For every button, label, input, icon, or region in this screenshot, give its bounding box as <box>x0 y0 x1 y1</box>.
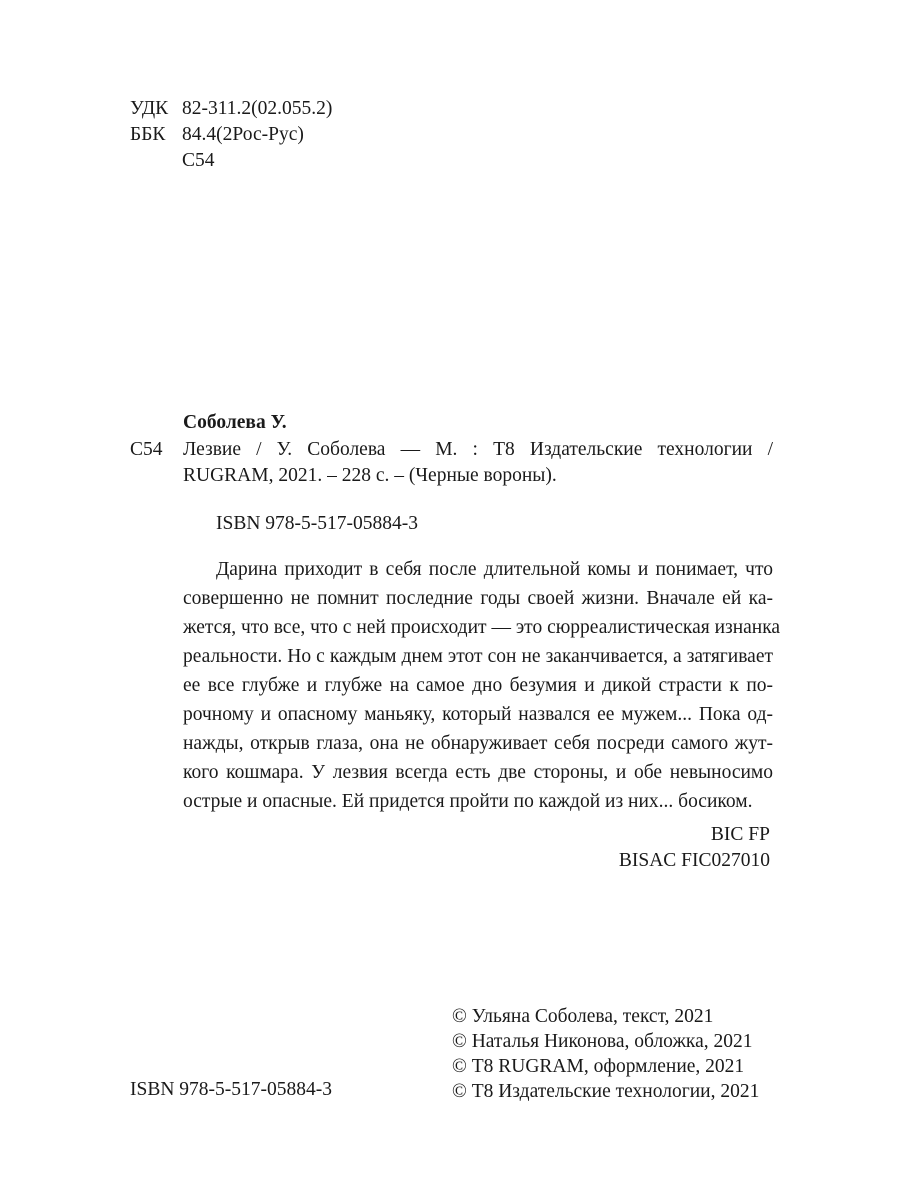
annotation-line: совершенно не помнит последние годы своей жизни. Вначале ей ка- <box>183 588 773 609</box>
copyright-notices <box>452 1004 772 1104</box>
udk-label: УДК <box>130 98 169 119</box>
annotation-line: жется, что все, что с ней происходит — это сюрреалистическая изнанка <box>183 617 781 638</box>
author-code: С54 <box>182 150 215 171</box>
annotation-line: нажды, открыв глаза, она не обнаруживает себя посреди самого жут- <box>183 733 773 754</box>
isbn-footer: ISBN 978-5-517-05884-3 <box>130 1079 333 1100</box>
author-mark: С54 <box>130 439 163 460</box>
author-code-row <box>130 148 332 174</box>
annotation-line: ее все глубже и глубже на самое дно безумия и дикой страсти к по- <box>183 675 773 696</box>
isbn-main: ISBN 978-5-517-05884-3 <box>216 513 419 534</box>
annotation-line: рочному и опасному маньяку, который назвался ее мужем... Пока од- <box>183 704 773 725</box>
bbk-value: 84.4(2Рос-Рус) <box>182 124 304 145</box>
annotation <box>183 555 781 816</box>
copyright-line: © Т8 RUGRAM, оформление, 2021 <box>452 1056 745 1077</box>
annotation-line: реальности. Но с каждым днем этот сон не заканчивается, а затягивает <box>183 646 773 667</box>
annotation-line: кого кошмара. У лезвия всегда есть две стороны, и обе невыносимо <box>183 762 773 783</box>
bisac-code: BISAC FIC027010 <box>618 850 770 871</box>
biblio-line: Лезвие / У. Соболева — М. : Т8 Издательские технологии / <box>183 439 773 460</box>
bbk-row <box>130 122 332 148</box>
classification-block <box>130 96 332 174</box>
author-heading: Соболева У. <box>183 412 287 433</box>
bbk-label: ББК <box>130 124 166 145</box>
subject-codes <box>619 822 770 874</box>
copyright-line: © Наталья Никонова, обложка, 2021 <box>452 1031 753 1052</box>
biblio-line: RUGRAM, 2021. – 228 с. – (Черные вороны). <box>183 465 557 486</box>
bibliographic-description <box>183 437 773 489</box>
bic-code: BIC FP <box>710 824 770 845</box>
udk-value: 82-311.2(02.055.2) <box>182 98 333 119</box>
copyright-line: © Ульяна Соболева, текст, 2021 <box>452 1006 714 1027</box>
annotation-line: острые и опасные. Ей придется пройти по каждой из них... босиком. <box>183 791 753 812</box>
udk-row <box>130 96 332 122</box>
annotation-line: Дарина приходит в себя после длительной комы и понимает, что <box>216 559 773 580</box>
copyright-line: © Т8 Издательские технологии, 2021 <box>452 1081 760 1102</box>
